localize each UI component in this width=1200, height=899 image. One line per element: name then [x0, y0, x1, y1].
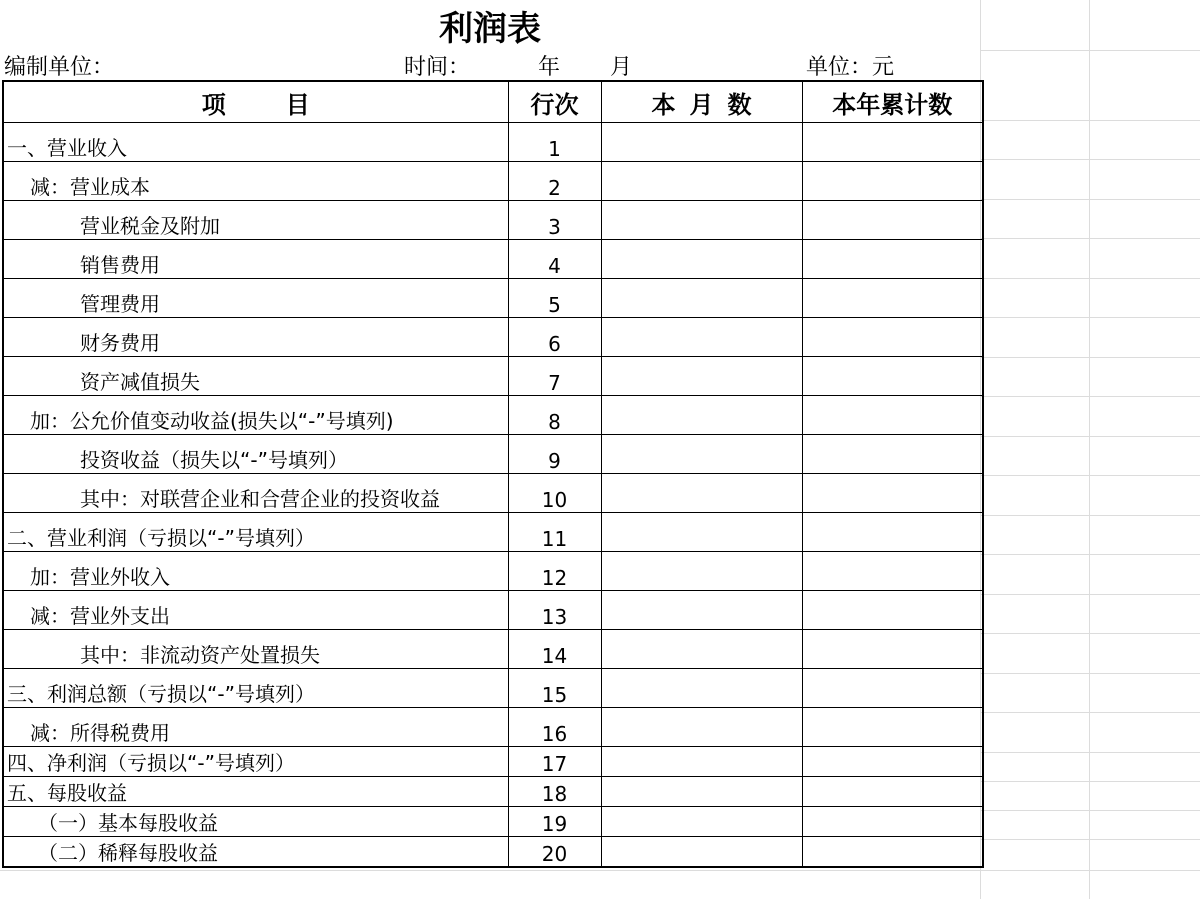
- month-label: 月: [610, 55, 633, 80]
- table-row: [3, 435, 983, 474]
- row-label[interactable]: 一、营业收入: [3, 123, 508, 162]
- table-row: [3, 669, 983, 708]
- row-number[interactable]: 20: [508, 837, 601, 868]
- row-label[interactable]: （一）基本每股收益: [3, 807, 508, 837]
- this-month-cell[interactable]: [601, 279, 802, 318]
- unit-label: 编制单位：: [4, 55, 115, 80]
- row-number[interactable]: 17: [508, 747, 601, 777]
- this-month-cell[interactable]: [601, 396, 802, 435]
- gridline: [980, 396, 1200, 397]
- gridline: [0, 870, 1200, 871]
- table-row: [3, 591, 983, 630]
- this-month-cell[interactable]: [601, 591, 802, 630]
- table-row: [3, 513, 983, 552]
- year-label: 年: [538, 55, 561, 80]
- gridline: [1089, 0, 1090, 899]
- gridline: [980, 712, 1200, 713]
- ytd-cell[interactable]: [802, 240, 983, 279]
- gridline: [980, 475, 1200, 476]
- gridline: [980, 357, 1200, 358]
- gridline: [980, 515, 1200, 516]
- table-row: [3, 318, 983, 357]
- row-number[interactable]: 1: [508, 123, 601, 162]
- table-row: [3, 630, 983, 669]
- this-month-cell[interactable]: [601, 777, 802, 807]
- ytd-cell[interactable]: [802, 807, 983, 837]
- gridline: [980, 673, 1200, 674]
- gridline: [980, 50, 1200, 51]
- row-label[interactable]: 销售费用: [3, 240, 508, 279]
- this-month-cell[interactable]: [601, 513, 802, 552]
- row-label[interactable]: 三、利润总额（亏损以“-”号填列）: [3, 669, 508, 708]
- header-row-no[interactable]: 行次: [508, 81, 601, 123]
- ytd-cell[interactable]: [802, 123, 983, 162]
- this-month-cell[interactable]: [601, 474, 802, 513]
- ytd-cell[interactable]: [802, 777, 983, 807]
- ytd-cell[interactable]: [802, 396, 983, 435]
- this-month-cell[interactable]: [601, 318, 802, 357]
- row-label[interactable]: （二）稀释每股收益: [3, 837, 508, 868]
- table-row: [3, 777, 983, 807]
- table-row: [3, 123, 983, 162]
- gridline: [980, 120, 1200, 121]
- report-title: 利润表: [439, 9, 541, 49]
- this-month-cell[interactable]: [601, 837, 802, 868]
- ytd-cell[interactable]: [802, 201, 983, 240]
- ytd-cell[interactable]: [802, 591, 983, 630]
- row-number[interactable]: 5: [508, 279, 601, 318]
- table-row: [3, 807, 983, 837]
- row-label[interactable]: 五、每股收益: [3, 777, 508, 807]
- table-row: [3, 396, 983, 435]
- this-month-cell[interactable]: [601, 357, 802, 396]
- gridline: [980, 159, 1200, 160]
- ytd-cell[interactable]: [802, 279, 983, 318]
- ytd-cell[interactable]: [802, 474, 983, 513]
- row-label[interactable]: 投资收益（损失以“-”号填列）: [3, 435, 508, 474]
- ytd-cell[interactable]: [802, 708, 983, 747]
- table-row: [3, 357, 983, 396]
- row-number[interactable]: 4: [508, 240, 601, 279]
- row-label[interactable]: 减：营业外支出: [3, 591, 508, 630]
- row-label[interactable]: 四、净利润（亏损以“-”号填列）: [3, 747, 508, 777]
- table-row: [3, 837, 983, 868]
- table-row: [3, 162, 983, 201]
- gridline: [980, 752, 1200, 753]
- time-label: 时间：: [404, 55, 471, 80]
- row-label[interactable]: 减：营业成本: [3, 162, 508, 201]
- currency-label: 单位：元: [806, 55, 895, 80]
- row-number[interactable]: 12: [508, 552, 601, 591]
- header-ytd[interactable]: 本年累计数: [802, 81, 983, 123]
- gridline: [980, 810, 1200, 811]
- row-label[interactable]: 加：公允价值变动收益(损失以“-”号填列): [3, 396, 508, 435]
- ytd-cell[interactable]: [802, 552, 983, 591]
- this-month-cell[interactable]: [601, 435, 802, 474]
- table-row: [3, 552, 983, 591]
- gridline: [980, 199, 1200, 200]
- row-number[interactable]: 2: [508, 162, 601, 201]
- this-month-cell[interactable]: [601, 123, 802, 162]
- income-statement-table: [2, 80, 984, 868]
- row-number[interactable]: 14: [508, 630, 601, 669]
- gridline: [980, 238, 1200, 239]
- row-label[interactable]: 营业税金及附加: [3, 201, 508, 240]
- row-label[interactable]: 其中：对联营企业和合营企业的投资收益: [3, 474, 508, 513]
- this-month-cell[interactable]: [601, 747, 802, 777]
- gridline: [980, 554, 1200, 555]
- ytd-cell[interactable]: [802, 357, 983, 396]
- gridline: [980, 594, 1200, 595]
- this-month-cell[interactable]: [601, 807, 802, 837]
- row-number[interactable]: 15: [508, 669, 601, 708]
- row-number[interactable]: 6: [508, 318, 601, 357]
- this-month-cell[interactable]: [601, 669, 802, 708]
- row-number[interactable]: 10: [508, 474, 601, 513]
- table-row: [3, 201, 983, 240]
- row-number[interactable]: 11: [508, 513, 601, 552]
- ytd-cell[interactable]: [802, 162, 983, 201]
- gridline: [980, 781, 1200, 782]
- table-row: [3, 708, 983, 747]
- header-this-month[interactable]: 本月数: [601, 81, 802, 123]
- table-row: [3, 240, 983, 279]
- row-number[interactable]: 13: [508, 591, 601, 630]
- ytd-cell[interactable]: [802, 435, 983, 474]
- table-row: [3, 279, 983, 318]
- row-label[interactable]: 财务费用: [3, 318, 508, 357]
- row-number[interactable]: 16: [508, 708, 601, 747]
- row-number[interactable]: 18: [508, 777, 601, 807]
- this-month-cell[interactable]: [601, 162, 802, 201]
- ytd-cell[interactable]: [802, 837, 983, 868]
- table-row: [3, 474, 983, 513]
- this-month-cell[interactable]: [601, 552, 802, 591]
- row-label[interactable]: 资产减值损失: [3, 357, 508, 396]
- this-month-cell[interactable]: [601, 201, 802, 240]
- this-month-cell[interactable]: [601, 240, 802, 279]
- row-label[interactable]: 管理费用: [3, 279, 508, 318]
- gridline: [980, 839, 1200, 840]
- header-row: [3, 81, 983, 123]
- row-number[interactable]: 9: [508, 435, 601, 474]
- gridline: [980, 633, 1200, 634]
- row-number[interactable]: 7: [508, 357, 601, 396]
- ytd-cell[interactable]: [802, 318, 983, 357]
- table-row: [3, 747, 983, 777]
- gridline: [980, 278, 1200, 279]
- gridline: [980, 317, 1200, 318]
- header-item[interactable]: 项目: [3, 81, 508, 123]
- row-number[interactable]: 8: [508, 396, 601, 435]
- row-label[interactable]: 加：营业外收入: [3, 552, 508, 591]
- ytd-cell[interactable]: [802, 747, 983, 777]
- row-label[interactable]: 其中：非流动资产处置损失: [3, 630, 508, 669]
- row-number[interactable]: 3: [508, 201, 601, 240]
- ytd-cell[interactable]: [802, 669, 983, 708]
- ytd-cell[interactable]: [802, 630, 983, 669]
- ytd-cell[interactable]: [802, 513, 983, 552]
- this-month-cell[interactable]: [601, 708, 802, 747]
- row-label[interactable]: 减：所得税费用: [3, 708, 508, 747]
- gridline: [980, 436, 1200, 437]
- this-month-cell[interactable]: [601, 630, 802, 669]
- row-number[interactable]: 19: [508, 807, 601, 837]
- row-label[interactable]: 二、营业利润（亏损以“-”号填列）: [3, 513, 508, 552]
